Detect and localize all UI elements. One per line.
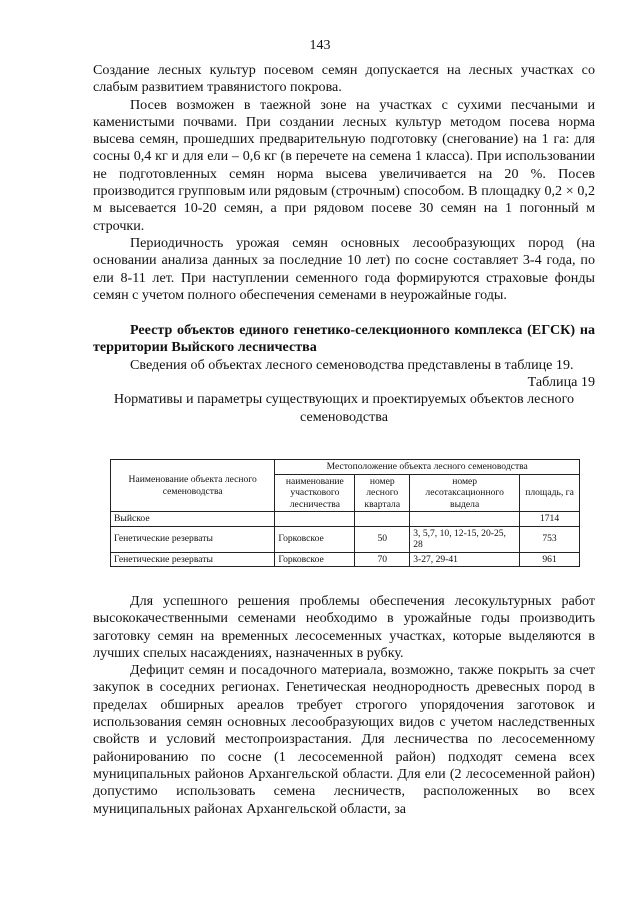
cell-area: 961 [520, 552, 580, 567]
cell-uchastok [275, 512, 355, 527]
top-text-block [93, 62, 595, 426]
header-area: площадь, га [520, 474, 580, 512]
cell-vydel: 3, 5,7, 10, 12-15, 20-25, 28 [410, 526, 520, 552]
paragraph-3: Периодичность урожая семян основных лесообразующих пород (на основании анализа данных за последние 10 лет) по сосне составляет 3-4 года, по ели 8-11 лет. При наступлении семенного года формируются страховые фонды семян с учетом полного обеспечения семенами в неурожайные годы. [93, 234, 595, 303]
header-location-group: Местоположение объекта лесного семеноводства [275, 460, 580, 475]
header-kvartal: номер лесного квартала [355, 474, 410, 512]
header-object: Наименование объекта лесного семеноводства [111, 460, 275, 512]
cell-kvartal: 70 [355, 552, 410, 567]
header-uchastok: наименование участкового лесничества [275, 474, 355, 512]
paragraph-4: Для успешного решения проблемы обеспечения лесокультурных работ высококачественными семенами необходимо в урожайные годы производить заготовку семян на временных лесосеменных участках, которые выделяются в лучших спелых насаждениях, назначенных в рубку. [93, 593, 595, 661]
table-title: Нормативы и параметры существующих и проектируемых объектов лесного семеноводства [113, 391, 575, 425]
table-row [111, 552, 580, 567]
cell-vydel: 3-27, 29-41 [410, 552, 520, 567]
cell-object: Выйское [111, 512, 275, 527]
cell-object: Генетические резерваты [111, 552, 275, 567]
header-vydel: номер лесотаксационного выдела [410, 474, 520, 512]
section-heading: Реестр объектов единого генетико-селекционного комплекса (ЕГСК) на территории Выйского лесничества [93, 322, 595, 356]
table-header-row-1 [111, 460, 580, 475]
cell-kvartal [355, 512, 410, 527]
paragraph-2: Посев возможен в таежной зоне на участках с сухими песчаными и каменистыми почвами. При создании лесных культур методом посева норма высева семян, прошедших предварительную подготовку (снегование) на 1 га: для сосны 0,4 кг и для ели – 0,6 кг (в перечете на семена 1 класса). При использовании не подготовленных семян норма высева увеличивается на 20 %. Посев производится групповым или рядовым (строчным) способом. В площадку 0,2 × 0,2 м высевается 10-20 семян, а при рядовом посеве 30 семян на 1 погонный м строчки. [93, 96, 595, 234]
table-label: Таблица 19 [527, 374, 595, 391]
paragraph-1: Создание лесных культур посевом семян допускается на лесных участках со слабым развитием травянистого покрова. [93, 62, 595, 96]
table-row [111, 526, 580, 552]
seed-objects-table [110, 459, 580, 567]
bottom-text-block [93, 593, 595, 818]
cell-kvartal: 50 [355, 526, 410, 552]
cell-area: 753 [520, 526, 580, 552]
intro-text: Сведения об объектах лесного семеноводства представлены в таблице 19. [130, 356, 574, 373]
paragraph-5: Дефицит семян и посадочного материала, возможно, также покрыть за счет закупок в соседних регионах. Генетическая неоднородность древесных пород в пределах обширных ареалов требует строгого упорядочения заготовок и использования семян основных лесообразующих видов с учетом наследственных свойств и условий местопроизрастания. Для лесничества по лесосеменному районированию по сосне (1 лесосеменной район) подходят семена всех муниципальных районов Архангельской области. Для ели (2 лесосеменной район) допустимо использовать семена лесничеств, расположенных во всех муниципальных районах Архангельской области, за [93, 662, 595, 817]
cell-object: Генетические резерваты [111, 526, 275, 552]
cell-uchastok: Горковское [275, 526, 355, 552]
cell-uchastok: Горковское [275, 552, 355, 567]
cell-vydel [410, 512, 520, 527]
page-number: 143 [309, 38, 331, 53]
cell-area: 1714 [520, 512, 580, 527]
table-row [111, 512, 580, 527]
